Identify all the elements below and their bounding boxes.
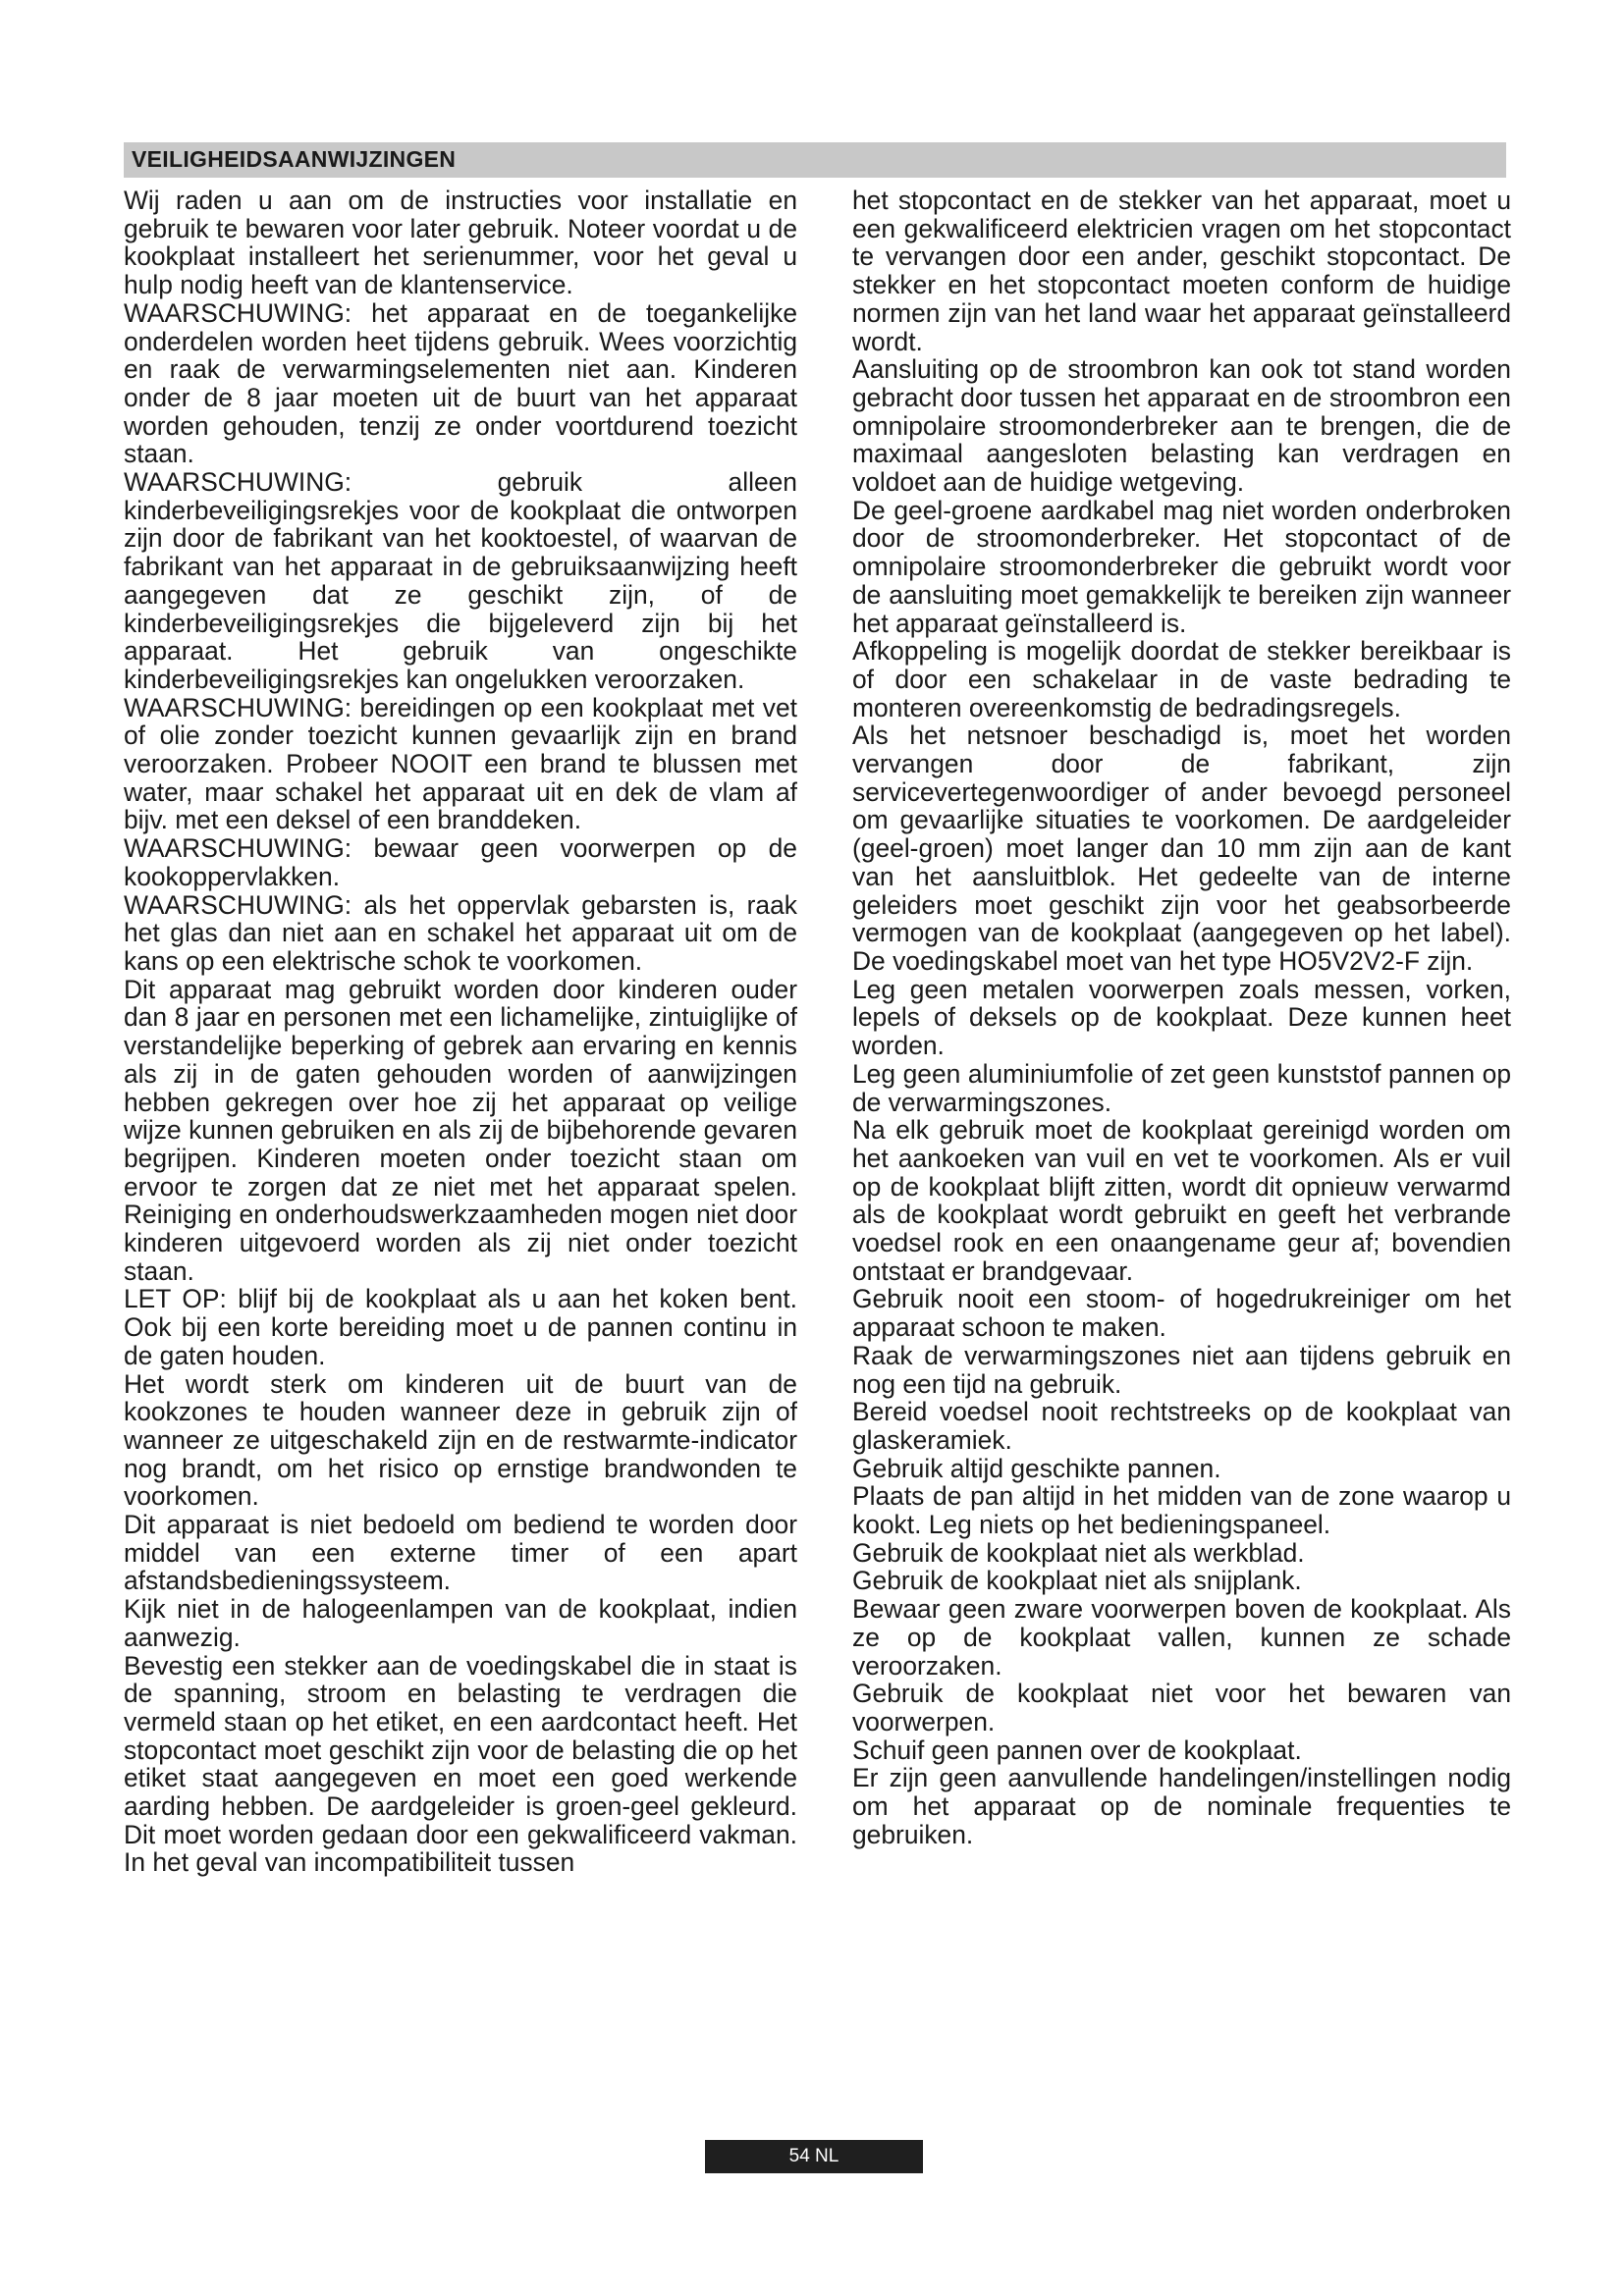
paragraph: Bewaar geen zware voorwerpen boven de kookplaat. Als ze op de kookplaat vallen, kunnen ze schade veroorzaken.	[852, 1594, 1511, 1681]
paragraph: LET OP: blijf bij de kookplaat als u aan het koken bent. Ook bij een korte bereiding moet u de pannen continu in de gaten houden.	[124, 1284, 797, 1370]
paragraph: Raak de verwarmingszones niet aan tijdens gebruik en nog een tijd na gebruik.	[852, 1340, 1511, 1399]
paragraph: WAARSCHUWING: als het oppervlak gebarsten is, raak het glas dan niet aan en schakel het apparaat uit om de kans op een elektrische schok te voorkomen.	[124, 889, 797, 976]
paragraph: Gebruik de kookplaat niet als werkblad.	[852, 1537, 1305, 1568]
paragraph: Gebruik nooit een stoom- of hogedrukreiniger om het apparaat schoon te maken.	[852, 1284, 1511, 1343]
paragraph: Na elk gebruik moet de kookplaat gereinigd worden om het aankoeken van vuil en vet te voorkomen. Als er vuil op de kookplaat blijft zitten, wordt dit opnieuw verwarmd als de kookplaat wordt gebruikt en geeft het verbrande voedsel rook en een onaangename geur af; bovendien ontstaat er brandgevaar.	[852, 1115, 1511, 1286]
paragraph: Schuif geen pannen over de kookplaat.	[852, 1735, 1302, 1765]
section-title: VEILIGHEIDSAANWIJZINGEN	[132, 146, 457, 172]
paragraph: Aansluiting op de stroombron kan ook tot stand worden gebracht door tussen het apparaat en de stroombron een omnipolaire stroomonderbreker aan te brengen, die de maximaal aangesloten belasting kan verdragen en voldoet aan de huidige wetgeving.	[852, 354, 1511, 498]
paragraph: het stopcontact en de stekker van het apparaat, moet u een gekwalificeerd elektricien vragen om het stopcontact te vervangen door een ander, geschikt stopcontact. De stekker en het stopcontact moeten conform de huidige normen zijn van het land waar het apparaat geïnstalleerd wordt.	[852, 186, 1511, 356]
paragraph: WAARSCHUWING: gebruik alleen kinderbeveiligingsrekjes voor de kookplaat die ontworpen zijn door de fabrikant van het kooktoestel, of waarvan de fabrikant van het apparaat in de gebruiksaanwijzing heeft aangegeven dat ze geschikt zijn, of de kinderbeveiligingsrekjes die bijgeleverd zijn bij het apparaat. Het gebruik van ongeschikte kinderbeveiligingsrekjes kan ongelukken veroorzaken.	[124, 467, 797, 694]
paragraph: Bereid voedsel nooit rechtstreeks op de kookplaat van glaskeramiek.	[852, 1397, 1511, 1455]
paragraph: Er zijn geen aanvullende handelingen/instellingen nodig om het apparaat op de nominale frequenties te gebruiken.	[852, 1763, 1511, 1849]
paragraph: Leg geen aluminiumfolie of zet geen kunststof pannen op de verwarmingszones.	[852, 1058, 1511, 1117]
paragraph: Het wordt sterk om kinderen uit de buurt van de kookzones te houden wanneer deze in gebruik zijn of wanneer ze uitgeschakeld zijn en de restwarmte-indicator nog brandt, om het risico op ernstige brandwonden te voorkomen.	[124, 1368, 797, 1512]
paragraph: Afkoppeling is mogelijk doordat de stekker bereikbaar is of door een schakelaar in de vaste bedrading te monteren overeenkomstig de bedradingsregels.	[852, 636, 1511, 722]
section-header-bar	[124, 142, 1506, 178]
paragraph: WAARSCHUWING: bereidingen op een kookplaat met vet of olie zonder toezicht kunnen gevaarlijk zijn en brand veroorzaken. Probeer NOOIT een brand te blussen met water, maar schakel het apparaat uit en dek de vlam af bijv. met een deksel of een branddeken.	[124, 692, 797, 835]
page-number: 54 NL	[705, 2140, 923, 2173]
paragraph: Plaats de pan altijd in het midden van de zone waarop u kookt. Leg niets op het bedieningspaneel.	[852, 1481, 1511, 1540]
paragraph: Bevestig een stekker aan de voedingskabel die in staat is de spanning, stroom en belasting te verdragen die vermeld staan op het etiket, en een aardcontact heeft. Het stopcontact moet geschikt zijn voor de belasting die op het etiket staat aangegeven en moet een goed werkende aarding hebben. De aardgeleider is groen-geel gekleurd. Dit moet worden gedaan door een gekwalificeerd vakman. In het geval van incompatibiliteit tussen	[124, 1650, 797, 1878]
paragraph: Gebruik de kookplaat niet als snijplank.	[852, 1566, 1302, 1596]
paragraph: Kijk niet in de halogeenlampen van de kookplaat, indien aanwezig.	[124, 1594, 797, 1652]
right-column	[852, 187, 1511, 1848]
paragraph: Leg geen metalen voorwerpen zoals messen, vorken, lepels of deksels op de kookplaat. Deze kunnen heet worden.	[852, 974, 1511, 1061]
paragraph: Wij raden u aan om de instructies voor installatie en gebruik te bewaren voor later gebruik. Noteer voordat u de kookplaat installeert het serienummer, voor het geval u hulp nodig heeft van de klantenservice.	[124, 186, 797, 300]
paragraph: WAARSCHUWING: bewaar geen voorwerpen op de kookoppervlakken.	[124, 833, 797, 891]
paragraph: Dit apparaat mag gebruikt worden door kinderen ouder dan 8 jaar en personen met een lichamelijke, zintuiglijke of verstandelijke beperking of gebrek aan ervaring en kennis als zij in de gaten gehouden worden of aanwijzingen hebben gekregen over hoe zij het apparaat op veilige wijze kunnen gebruiken en als zij de bijbehorende gevaren begrijpen. Kinderen moeten onder toezicht staan om ervoor te zorgen dat ze niet met het apparaat spelen. Reiniging en onderhoudswerkzaamheden mogen niet door kinderen uitgevoerd worden als zij niet onder toezicht staan.	[124, 974, 797, 1286]
paragraph: Als het netsnoer beschadigd is, moet het worden vervangen door de fabrikant, zijn servicevertegenwoordiger of ander bevoegd personeel om gevaarlijke situaties te voorkomen. De aardgeleider (geel-groen) moet langer dan 10 mm zijn aan de kant van het aansluitblok. Het gedeelte van de interne geleiders moet geschikt zijn voor het geabsorbeerde vermogen van de kookplaat (aangegeven op het label). De voedingskabel moet van het type HO5V2V2-F zijn.	[852, 721, 1511, 976]
paragraph: Dit apparaat is niet bedoeld om bediend te worden door middel van een externe timer of een apart afstandsbedieningssysteem.	[124, 1510, 797, 1596]
paragraph: De geel-groene aardkabel mag niet worden onderbroken door de stroomonderbreker. Het stopcontact of de omnipolaire stroomonderbreker die gebruikt wordt voor de aansluiting moet gemakkelijk te bereiken zijn wanneer het apparaat geïnstalleerd is.	[852, 495, 1511, 638]
paragraph: WAARSCHUWING: het apparaat en de toegankelijke onderdelen worden heet tijdens gebruik. Wees voorzichtig en raak de verwarmingselementen niet aan. Kinderen onder de 8 jaar moeten uit de buurt van het apparaat worden gehouden, tenzij ze onder voortdurend toezicht staan.	[124, 297, 797, 469]
paragraph: Gebruik de kookplaat niet voor het bewaren van voorwerpen.	[852, 1679, 1511, 1736]
left-column	[124, 187, 797, 1877]
paragraph: Gebruik altijd geschikte pannen.	[852, 1453, 1221, 1483]
